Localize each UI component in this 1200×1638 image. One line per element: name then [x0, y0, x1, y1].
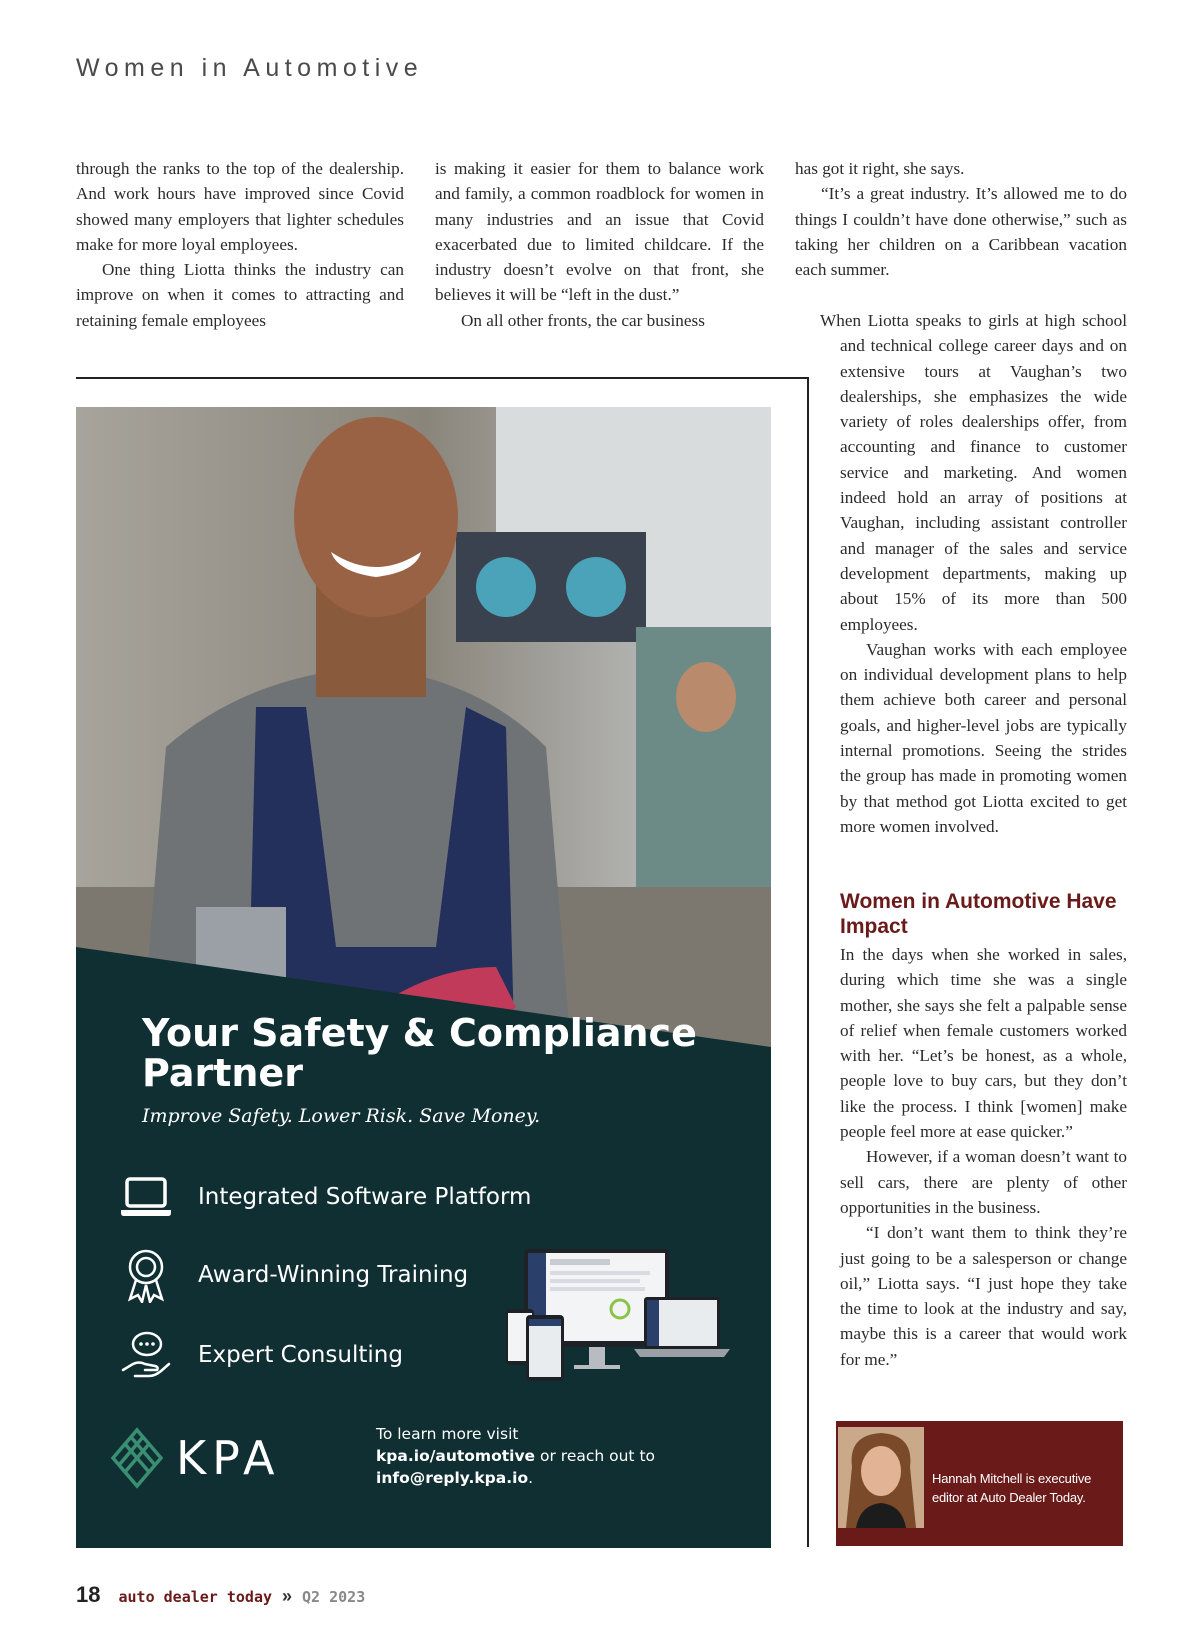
contact-email-link[interactable]: info@reply.kpa.io — [376, 1469, 529, 1487]
ad-tagline: Improve Safety. Lower Risk. Save Money. — [142, 1105, 541, 1127]
laptop-icon — [116, 1171, 176, 1223]
consulting-hand-icon — [116, 1329, 176, 1381]
kpa-advertisement — [76, 407, 771, 1548]
kpa-logo — [110, 1423, 340, 1493]
ad-contact-info — [376, 1423, 756, 1489]
page-number: 18 — [76, 1582, 101, 1607]
author-bio: Hannah Mitchell is executive editor at Auto Dealer Today. — [932, 1471, 1092, 1505]
feature-label: Award-Winning Training — [198, 1262, 469, 1288]
section-header: Women in Automotive — [76, 54, 424, 82]
paragraph: Vaughan works with each employee on individual development plans to help them achieve both career and personal goals, and higher-level jobs are typically internal promotions. Seeing the strides the group has made in promoting women by that method got Liotta excited to get more women involved. — [840, 639, 1127, 836]
contact-mid-text: or reach out to — [535, 1447, 655, 1465]
article-column-3 — [820, 308, 1127, 839]
article-column-1 — [76, 156, 404, 333]
feature-item — [116, 1327, 556, 1383]
paragraph: However, if a woman doesn’t want to sell cars, there are plenty of other opportunities in the business. — [840, 1147, 1127, 1217]
ad-frame-side-rule — [807, 377, 809, 1547]
subheading: Women in Automotive Have Impact — [840, 890, 1117, 938]
kpa-diamond-icon — [110, 1427, 164, 1489]
paragraph: “It’s a great industry. It’s allowed me to do things I couldn’t have done otherwise,” such as taking her children on a Caribbean vacation each summer. — [795, 184, 1127, 280]
kpa-wordmark: KPA — [176, 1431, 281, 1485]
ad-headline: Your Safety & Compliance Partner — [142, 1011, 697, 1095]
devices-illustration — [504, 1245, 734, 1395]
paragraph: “I don’t want them to think they’re just going to be a salesperson or change oil,” Liotta says. “I just hope they take the time to look at the industry and say, maybe this is a career that would work for me.” — [840, 1223, 1127, 1369]
author-photo — [838, 1427, 924, 1528]
paragraph: When Liotta speaks to girls at high school and technical college career days and on extensive tours at Vaughan’s two dealerships, she emphasizes the wide variety of roles dealerships offer, from accounting and finance to customer service and marketing. And women indeed hold an array of positions at Vaughan, including assistant controller and manager of the sales and service development departments, making up about 15% of its more than 500 employees. — [820, 311, 1127, 634]
paragraph: through the ranks to the top of the dealership. And work hours have improved since Covid showed many employers that lighter schedules make for more loyal employees. — [76, 159, 404, 254]
article-column-2 — [435, 156, 764, 333]
paragraph: On all other fronts, the car business — [461, 310, 705, 330]
article-column-3-continued — [840, 942, 1127, 1372]
contact-end-text: . — [528, 1469, 534, 1487]
paragraph: is making it easier for them to balance work and family, a common roadblock for women in many industries and an issue that Covid exacerbated due to limited childcare. If the industry doesn’t evolve on that front, she believes it will be “left in the dust.” — [435, 159, 764, 305]
issue-label: Q2 2023 — [302, 1588, 366, 1606]
author-box — [836, 1421, 1123, 1546]
feature-label: Integrated Software Platform — [198, 1184, 532, 1210]
paragraph: In the days when she worked in sales, during which time she was a single mother, she says she felt a palpable sense of relief when female customers worked with her. “Let’s be honest, as a whole, people love to buy cars, but they don’t like the process. I think [women] make people feel more at ease quicker.” — [840, 945, 1127, 1142]
paragraph: One thing Liotta thinks the industry can improve on when it comes to attracting and retaining female employees — [76, 260, 404, 330]
contact-intro: To learn more visit — [376, 1425, 519, 1443]
ad-frame-top-rule — [76, 377, 809, 379]
page-footer — [76, 1582, 365, 1608]
contact-url-link[interactable]: kpa.io/automotive — [376, 1447, 536, 1465]
feature-item — [116, 1169, 556, 1225]
paragraph: has got it right, she says. — [795, 159, 965, 178]
magazine-name: auto dealer today — [118, 1588, 273, 1606]
award-ribbon-icon — [116, 1249, 176, 1301]
article-column-3-top — [795, 156, 1127, 282]
feature-label: Expert Consulting — [198, 1342, 403, 1368]
feature-item — [116, 1247, 556, 1303]
footer-separator: » — [282, 1586, 293, 1606]
